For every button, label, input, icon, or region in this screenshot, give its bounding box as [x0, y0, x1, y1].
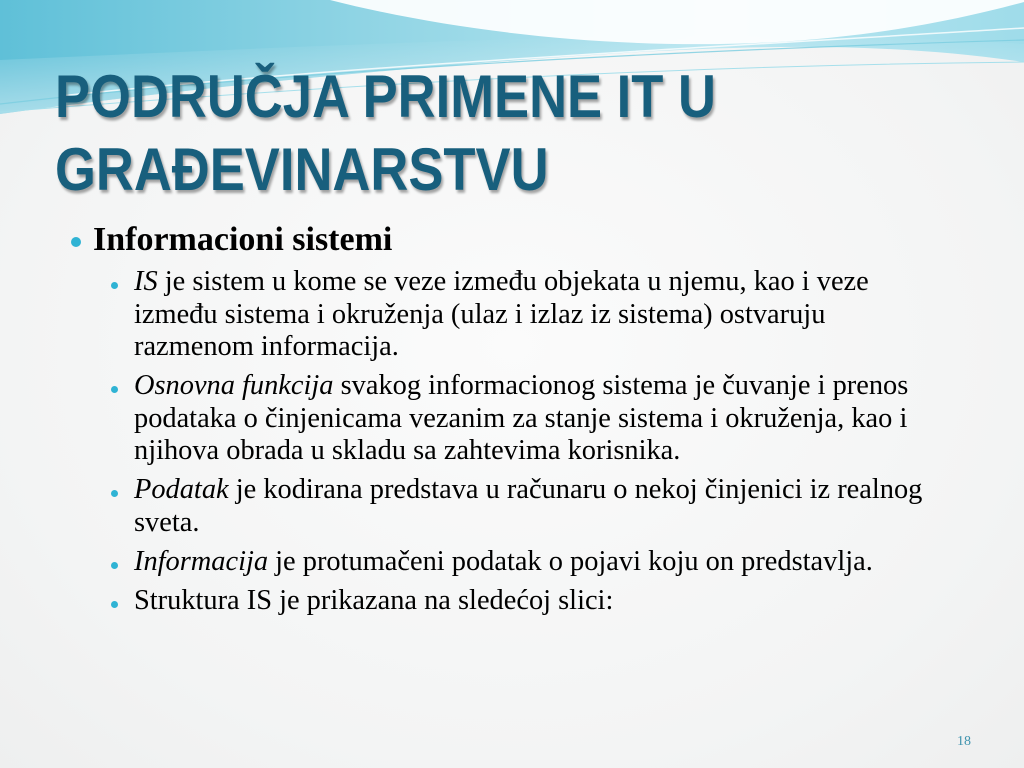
level1-bullet-text: Informacioni sistemi — [93, 220, 393, 258]
bullet-dot — [111, 282, 118, 289]
bullet-text: je protumačeni podatak o pojavi koju on predstavlja. — [275, 545, 873, 577]
bullet-term: Informacija — [134, 545, 269, 577]
slide-title-line-1: PODRUČJA PRIMENE IT U — [55, 63, 716, 130]
bullet-text: Struktura IS je prikazana na sledećoj slici: — [134, 584, 614, 616]
bullet-term: IS — [134, 266, 158, 297]
bullet-item-struktura — [134, 585, 939, 618]
bullet-term: Osnovna funkcija — [134, 370, 334, 401]
slide-title-line-2: GRAĐEVINARSTVU — [55, 136, 549, 203]
bullet-text: je kodirana predstava u računaru o nekoj činjenici iz realnog sveta. — [134, 474, 923, 538]
bullet-text: je sistem u kome se veze između objekata u njemu, kao i veze između sistema i okruženja (ulaz i izlaz iz sistema) ostvaruju razmenom informacija. — [134, 266, 869, 362]
bullet-item-podatak — [134, 474, 939, 539]
bullet-dot — [111, 386, 118, 393]
slide-page-number: 18 — [957, 734, 971, 749]
bullet-item-is — [134, 266, 939, 364]
bullet-dot — [111, 562, 118, 569]
level1-bullet-item — [93, 221, 392, 259]
level2-bullet-list — [134, 266, 939, 617]
bullet-dot — [71, 237, 81, 247]
bullet-item-osnovna-funkcija — [134, 370, 939, 468]
bullet-dot — [111, 490, 118, 497]
bullet-dot — [111, 601, 118, 608]
bullet-item-informacija — [134, 546, 939, 579]
bullet-text: svakog informacionog sistema je čuvanje i prenos podataka o činjenicama vezanim za stanje sistema i okruženja, kao i njihova obrada u skladu sa zahtevima korisnika. — [134, 370, 909, 466]
bullet-term: Podatak — [134, 474, 229, 505]
